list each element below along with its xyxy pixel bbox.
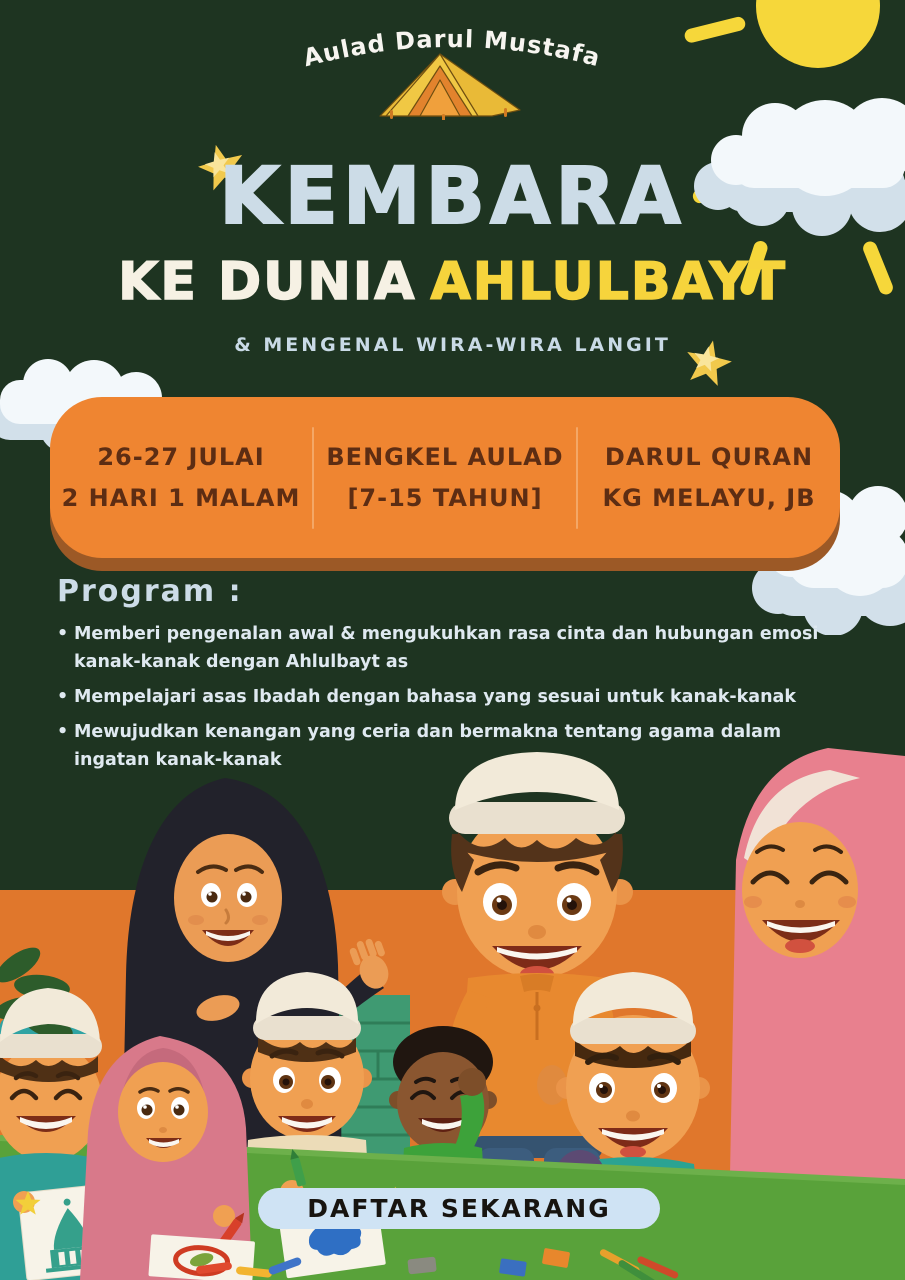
info-venue	[578, 445, 840, 510]
info-type	[314, 445, 576, 510]
program-bullet: • Mempelajari asas Ibadah dengan bahasa yang sesuai untuk kanak-kanak	[57, 683, 847, 711]
register-button[interactable]: DAFTAR SEKARANG	[258, 1188, 660, 1229]
program-heading: Program :	[57, 574, 243, 609]
info-type-line1: BENGKEL AULAD	[326, 443, 564, 471]
info-venue-line2: KG MELAYU, JB	[602, 484, 816, 512]
info-type-line2: [7-15 TAHUN]	[347, 484, 543, 512]
title-line2-white: KE DUNIA	[118, 252, 417, 312]
event-info-box	[50, 397, 840, 558]
title-line2-yellow: AHLULBAYT	[430, 252, 787, 312]
info-venue-line1: DARUL QURAN	[604, 443, 814, 471]
program-bullet: • Mewujudkan kenangan yang ceria dan bermakna tentang agama dalam ingatan kanak-kanak	[57, 718, 847, 774]
info-date	[50, 445, 312, 510]
title-line1: KEMBARA	[219, 152, 686, 242]
brand-name: Aulad Darul Mustafa	[300, 24, 604, 73]
title-line2	[0, 252, 905, 312]
info-date-line2: 2 HARI 1 MALAM	[61, 484, 301, 512]
info-date-line1: 26-27 JULAI	[97, 443, 265, 471]
tent-icon	[372, 50, 522, 120]
program-bullet: • Memberi pengenalan awal & mengukuhkan rasa cinta dan hubungan emosi kanak-kanak dengan Ahlulbayt as	[57, 620, 847, 676]
title-tagline: & MENGENAL WIRA-WIRA LANGIT	[234, 334, 671, 356]
